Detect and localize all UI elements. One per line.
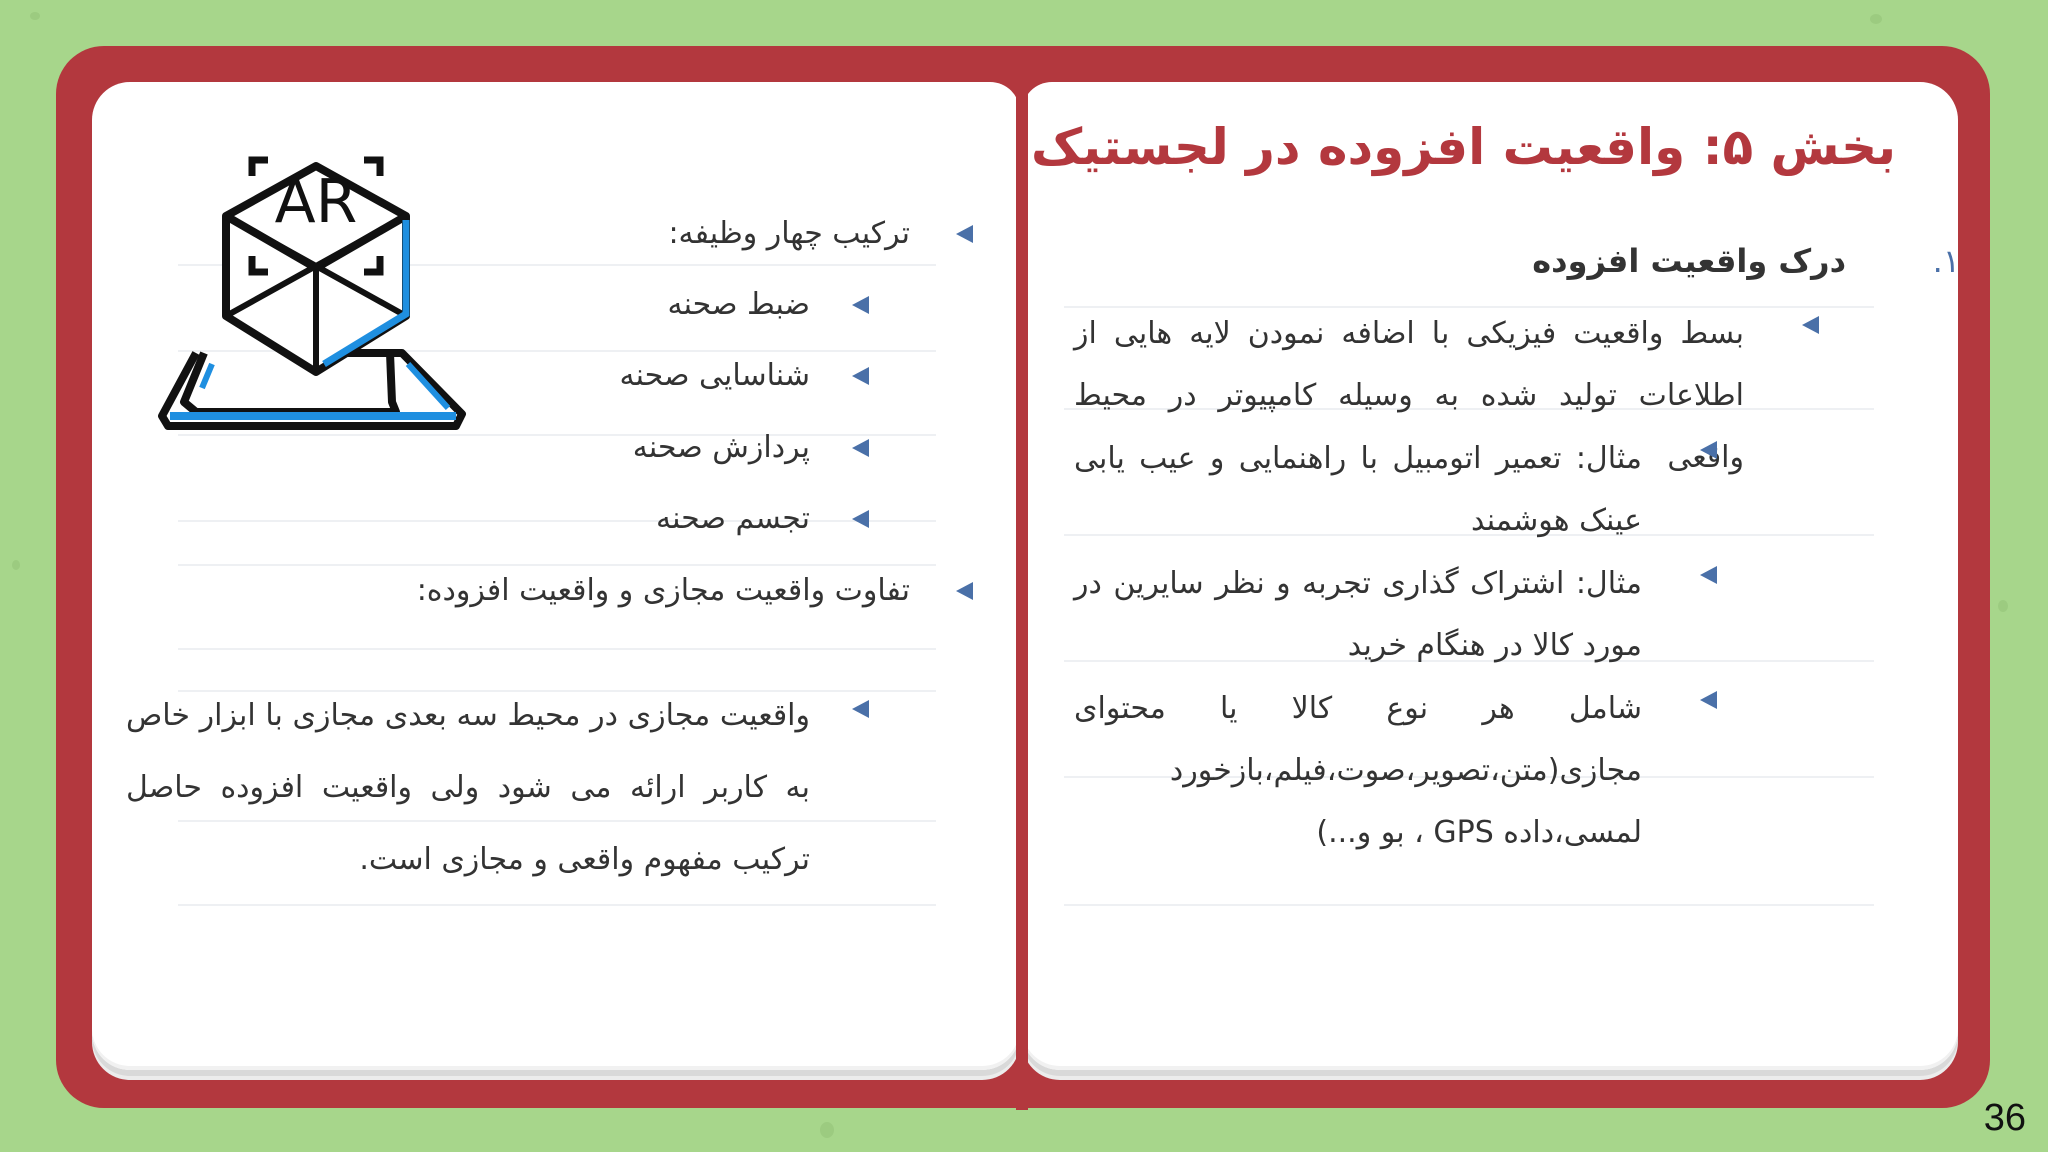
bg-speck	[820, 1122, 834, 1138]
function-item: ضبط صحنه	[667, 287, 810, 322]
book-spine	[1016, 46, 1028, 1110]
slide-title: بخش ۵: واقعیت افزوده در لجستیک	[1031, 118, 1896, 176]
section-heading: درک واقعیت افزوده	[1532, 242, 1846, 280]
bullet-icon	[1700, 691, 1717, 709]
definition-text: بسط واقعیت فیزیکی با اضافه نمودن لایه هایی از اطلاعات تولید شده به وسیله کامپیوتر در محیط واقعی	[1074, 316, 1744, 475]
section-number: ۱.	[1932, 242, 1960, 280]
bullet-icon	[1802, 316, 1819, 334]
example-text: مثال: اشتراک گذاری تجربه و نظر سایرین در مورد کالا در هنگام خرید	[1074, 566, 1642, 663]
functions-heading: ترکیب چهار وظیفه:	[668, 216, 910, 251]
bg-speck	[1998, 600, 2008, 612]
bullet-icon	[852, 700, 869, 718]
bg-speck	[1870, 14, 1882, 24]
difference-text: واقعیت مجازی در محیط سه بعدی مجازی با ابزار خاص به کاربر ارائه می شود ولی واقعیت افزوده حاصل ترکیب مفهوم واقعی و مجازی است.	[126, 698, 810, 877]
difference-heading: تفاوت واقعیت مجازی و واقعیت افزوده:	[416, 573, 910, 608]
page-number: 36	[1983, 1097, 2026, 1139]
bullet-icon	[852, 439, 869, 457]
function-item: تجسم صحنه	[656, 501, 810, 536]
page-rule	[178, 564, 936, 566]
bullet-icon	[1700, 566, 1717, 584]
ar-label: AR	[274, 167, 358, 237]
bullet-icon	[852, 367, 869, 385]
example-text: مثال: تعمیر اتومبیل با راهنمایی و عیب یابی عینک هوشمند	[1074, 441, 1642, 538]
ar-cube-icon	[156, 150, 476, 440]
page-rule	[178, 648, 936, 650]
bullet-icon	[1700, 441, 1717, 459]
bullet-icon	[956, 582, 973, 600]
function-item: پردازش صحنه	[632, 430, 810, 465]
bg-speck	[12, 560, 20, 570]
page-rule	[1064, 904, 1874, 906]
bullet-icon	[956, 225, 973, 243]
bg-speck	[30, 12, 40, 20]
function-item: شناسایی صحنه	[619, 358, 810, 393]
bullet-icon	[852, 296, 869, 314]
content-types-text: شامل هر نوع کالا یا محتوای مجازی(متن،تصویر،صوت،فیلم،بازخورد لمسی،داده GPS ، بو و...)	[1074, 691, 1642, 850]
page-rule	[178, 904, 936, 906]
bullet-icon	[852, 510, 869, 528]
page-rule	[178, 520, 936, 522]
